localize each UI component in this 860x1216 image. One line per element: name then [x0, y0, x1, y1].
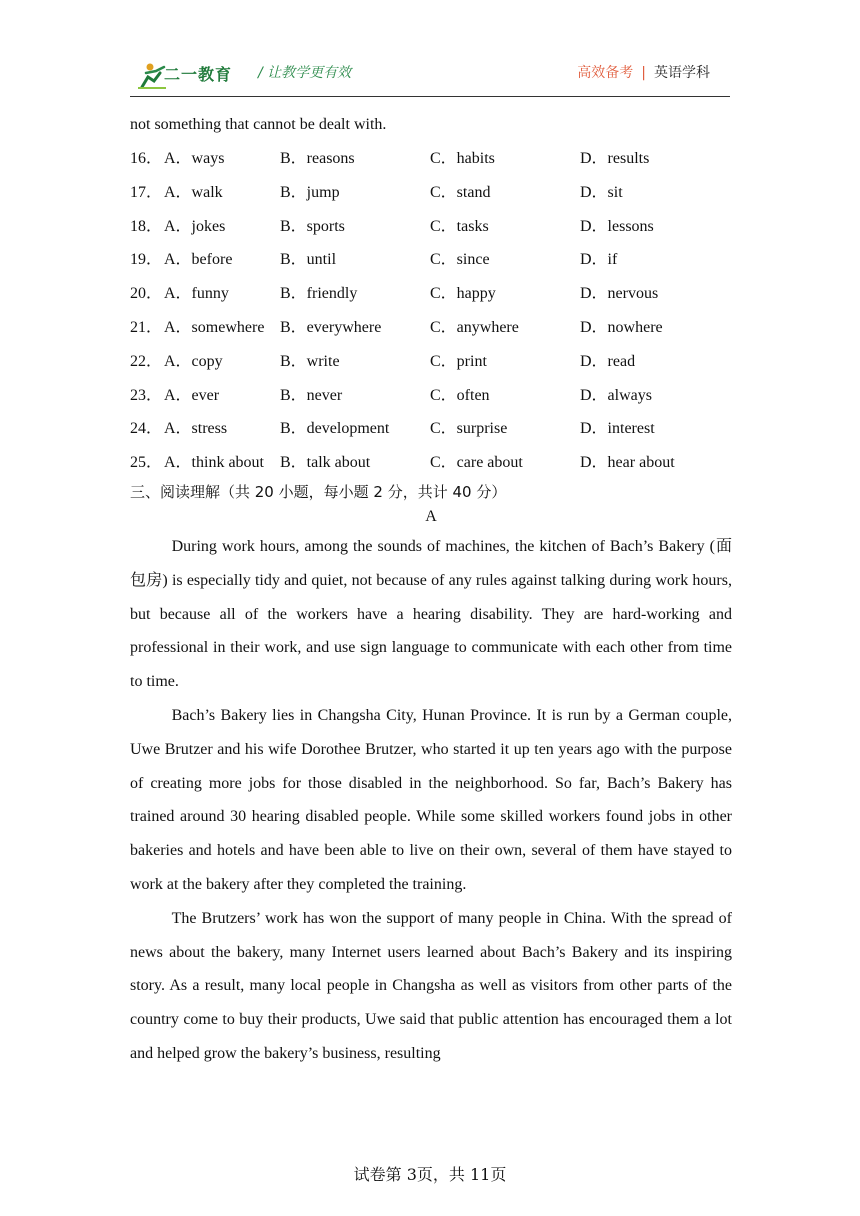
- option-b: B．jump: [280, 183, 340, 201]
- option-d: D．interest: [580, 420, 655, 438]
- option-b: B．talk about: [280, 454, 371, 472]
- option-b: B．development: [280, 420, 390, 438]
- option-c: C．happy: [430, 285, 496, 303]
- question-row: [130, 210, 732, 244]
- option-a: A．think about: [164, 454, 264, 472]
- option-a: A．stress: [164, 420, 228, 438]
- question-row: [130, 311, 732, 345]
- option-d: D．always: [580, 386, 652, 404]
- option-b: B．reasons: [280, 150, 355, 167]
- option-b: B．friendly: [280, 285, 358, 303]
- option-a: A．before: [164, 251, 233, 269]
- option-b: B．until: [280, 251, 337, 269]
- question-number: 19．: [130, 251, 163, 269]
- question-number: 17．: [130, 183, 163, 201]
- question-number: 25．: [130, 454, 163, 472]
- question-row: [130, 446, 732, 480]
- header-divider: [130, 96, 730, 97]
- option-c: C．tasks: [430, 217, 489, 235]
- option-c: C．since: [430, 251, 490, 269]
- option-a: A．walk: [164, 183, 223, 201]
- question-row: [130, 243, 732, 277]
- header-tag-subject: 英语学科: [654, 65, 710, 81]
- option-b: B．never: [280, 386, 343, 404]
- option-a: A．funny: [164, 285, 229, 303]
- option-d: D．hear about: [580, 454, 675, 472]
- question-row: [130, 176, 732, 210]
- question-row: [130, 412, 732, 446]
- header-slogan: / 让教学更有效: [258, 65, 352, 81]
- passage-paragraph: Bach’s Bakery lies in Changsha City, Hunan Province. It is run by a German couple, Uwe Brutzer and his wife Dorothee Brutzer, who started it up ten years ago with the purpose of creating more jobs for those disabled in the neighborhood. So far, Bach’s Bakery has trained around 30 hearing disabled people. While some skilled workers found jobs in other bakeries and hotels and have been able to live on their own, several of them have stayed to work at the bakery after they completed the training.: [130, 706, 732, 893]
- lead-line: not something that cannot be dealt with.: [130, 116, 387, 133]
- question-number: 20．: [130, 285, 163, 303]
- passage-paragraph: The Brutzers’ work has won the support of many people in China. With the spread of news about the bakery, many Internet users learned about Bach’s Bakery and its inspiring story. As a result, many local people in Changsha as well as visitors from other parts of the country come to buy their products, Uwe said that public attention has encouraged them a lot and helped grow the bakery’s business, resulting: [130, 909, 732, 1062]
- question-number: 21．: [130, 318, 163, 336]
- question-list: [130, 142, 732, 480]
- option-d: D．sit: [580, 183, 623, 201]
- option-d: D．read: [580, 352, 636, 370]
- option-c: C．often: [430, 386, 490, 404]
- question-row: [130, 379, 732, 413]
- option-c: C．care about: [430, 454, 523, 472]
- option-d: D．nervous: [580, 285, 659, 303]
- page-footer: 试卷第 3页，共 11页: [353, 1165, 507, 1184]
- option-c: C．habits: [430, 150, 495, 167]
- option-b: B．write: [280, 352, 340, 370]
- question-number: 22．: [130, 352, 163, 370]
- question-number: 18．: [130, 217, 163, 235]
- option-c: C．anywhere: [430, 318, 519, 336]
- option-b: B．everywhere: [280, 318, 382, 336]
- option-d: D．lessons: [580, 217, 654, 235]
- page-header: [130, 55, 730, 97]
- header-separator: |: [641, 65, 646, 81]
- option-a: A．jokes: [164, 217, 226, 235]
- question-number: 23．: [130, 386, 163, 404]
- option-a: A．somewhere: [164, 318, 265, 336]
- question-row: [130, 345, 732, 379]
- header-tag-exam: 高效备考: [577, 65, 634, 81]
- option-d: D．results: [580, 150, 650, 167]
- option-a: A．copy: [164, 352, 223, 370]
- option-b: B．sports: [280, 217, 345, 235]
- option-a: A．ever: [164, 386, 220, 404]
- header-subject: [577, 62, 710, 82]
- option-c: C．stand: [430, 183, 491, 201]
- option-c: C．surprise: [430, 420, 508, 438]
- page-content: [130, 108, 732, 1071]
- section-title: 三、阅读理解（共 20 小题，每小题 2 分，共计 40 分）: [130, 482, 507, 501]
- passage-paragraph: During work hours, among the sounds of machines, the kitchen of Bach’s Bakery (面包房) is especially tidy and quiet, not because of any rules against talking during work hours, but because all of the workers have a hearing disability. They are hard-working and professional in their work, and use sign language to communicate with each other from time to time.: [130, 537, 732, 691]
- question-number: 24．: [130, 420, 163, 438]
- option-c: C．print: [430, 352, 487, 370]
- option-a: A．ways: [164, 150, 225, 167]
- question-row: [130, 142, 732, 176]
- logo-text: 二一教育: [164, 65, 233, 84]
- passage-label: A: [425, 507, 437, 525]
- option-d: D．if: [580, 251, 618, 269]
- option-d: D．nowhere: [580, 318, 663, 336]
- question-number: 16．: [130, 150, 163, 167]
- question-row: [130, 277, 732, 311]
